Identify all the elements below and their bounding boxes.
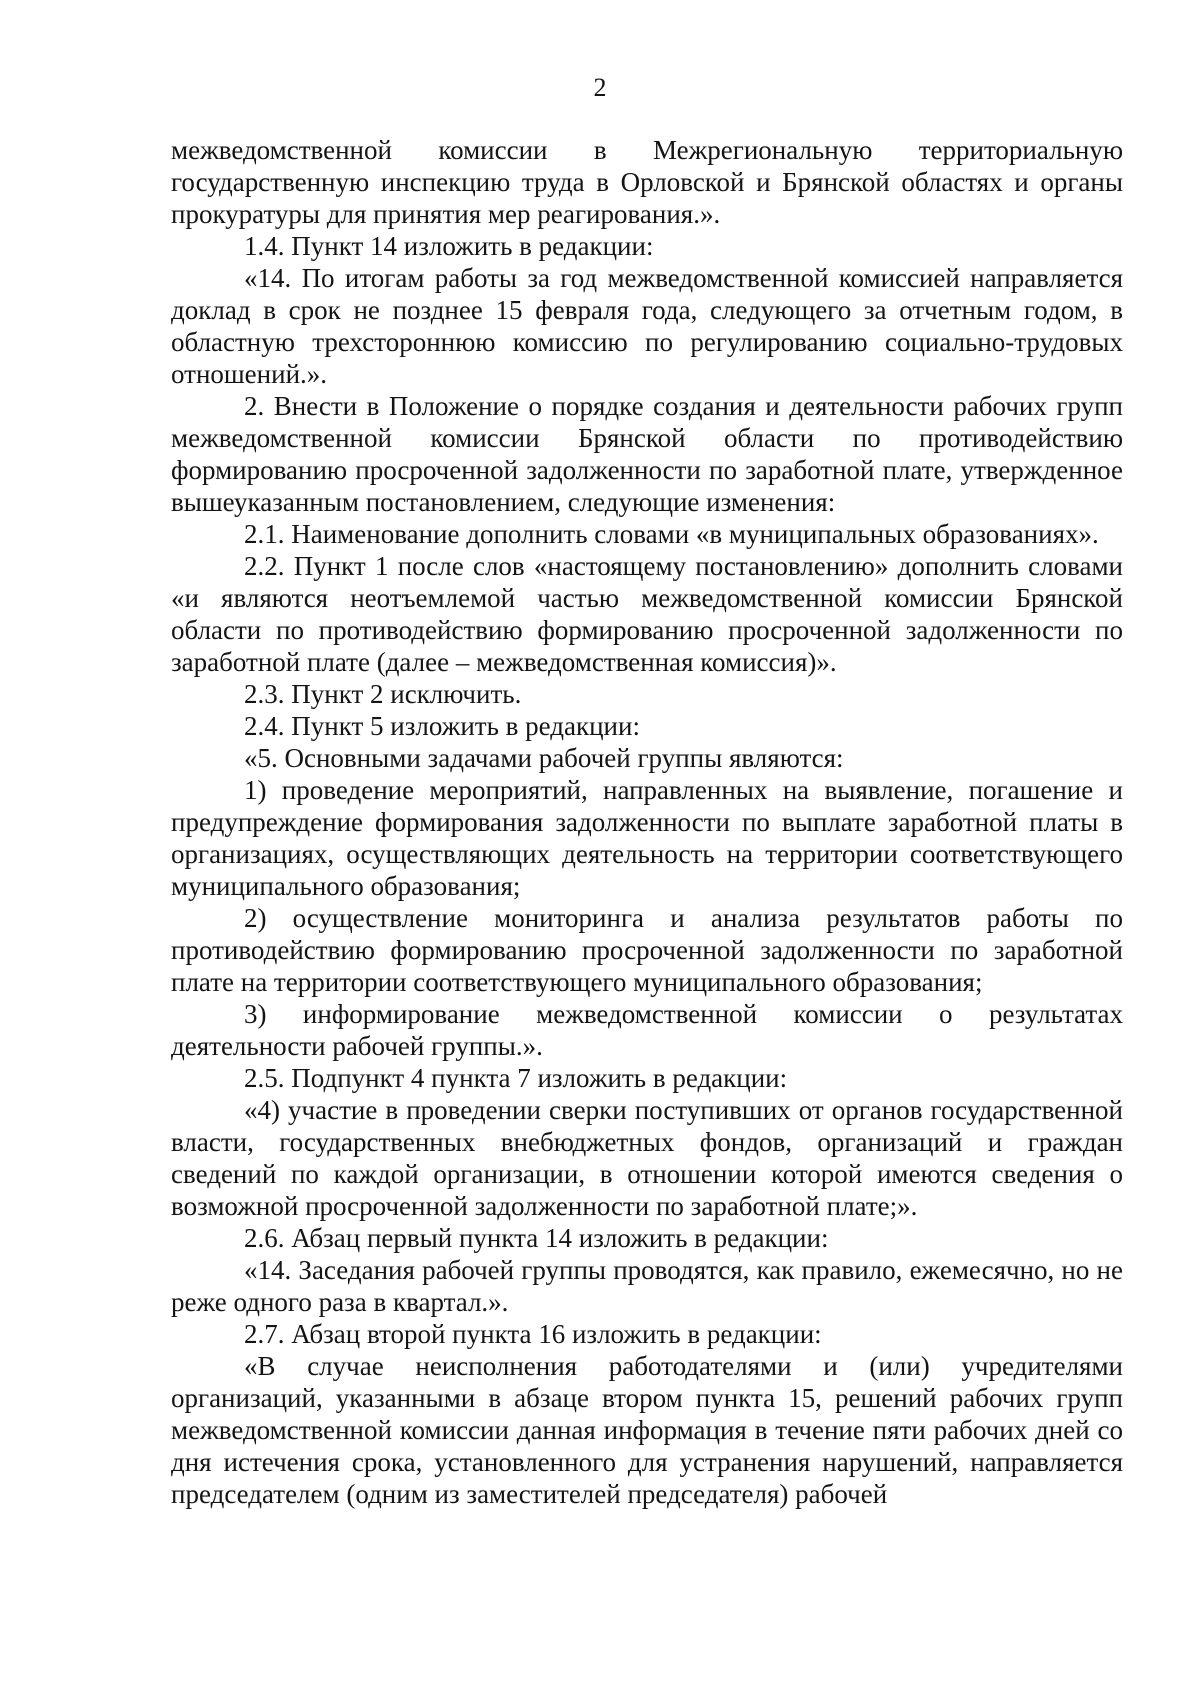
paragraph: 2.1. Наименование дополнить словами «в муниципальных образованиях».	[244, 519, 1099, 549]
paragraph: «14. По итогам работы за год межведомственной комиссией направляется доклад в срок не позднее 15 февраля года, следующего за отчетным годом, в областную трехстороннюю комиссию по регулированию социально-трудовых отношений.».	[171, 263, 1123, 389]
paragraph: 2.7. Абзац второй пункта 16 изложить в редакции:	[244, 1319, 822, 1349]
paragraph: «В случае неисполнения работодателями и (или) учредителями организаций, указанными в абзаце втором пункта 15, решений рабочих групп межведомственной комиссии данная информация в течение пяти рабочих дней со дня истечения срока, установленного для устранения нарушений, направляется председателем (одним из заместителей председателя) рабочей	[171, 1351, 1123, 1509]
paragraph: 2.4. Пункт 5 изложить в редакции:	[244, 711, 640, 741]
paragraph: «4) участие в проведении сверки поступивших от органов государственной власти, государственных внебюджетных фондов, организаций и граждан сведений по каждой организации, в отношении которой имеются сведения о возможной просроченной задолженности по заработной плате;».	[171, 1095, 1123, 1221]
paragraph: 1.4. Пункт 14 изложить в редакции:	[244, 231, 654, 261]
paragraph: 2.3. Пункт 2 исключить.	[244, 679, 522, 709]
paragraph: «5. Основными задачами рабочей группы являются:	[244, 743, 844, 773]
paragraph: межведомственной комиссии в Межрегиональную территориальную государственную инспекцию труда в Орловской и Брянской областях и органы прокуратуры для принятия мер реагирования.».	[171, 135, 1123, 229]
page-number: 2	[593, 73, 607, 102]
paragraph: 2.5. Подпункт 4 пункта 7 изложить в редакции:	[244, 1063, 788, 1093]
paragraph: 2. Внести в Положение о порядке создания и деятельности рабочих групп межведомственной комиссии Брянской области по противодействию формированию просроченной задолженности по заработной плате, утвержденное вышеуказанным постановлением, следующие изменения:	[171, 391, 1123, 517]
document-body	[171, 134, 1123, 1510]
paragraph: 3) информирование межведомственной комиссии о результатах деятельности рабочей группы.».	[171, 999, 1123, 1061]
paragraph: 2.2. Пункт 1 после слов «настоящему постановлению» дополнить словами «и являются неотъемлемой частью межведомственной комиссии Брянской области по противодействию формированию просроченной задолженности по заработной плате (далее – межведомственная комиссия)».	[171, 551, 1123, 677]
paragraph: 2.6. Абзац первый пункта 14 изложить в редакции:	[244, 1223, 829, 1253]
paragraph: 2) осуществление мониторинга и анализа результатов работы по противодействию формированию просроченной задолженности по заработной плате на территории соответствующего муниципального образования;	[171, 903, 1123, 997]
paragraph: 1) проведение мероприятий, направленных на выявление, погашение и предупреждение формирования задолженности по выплате заработной платы в организациях, осуществляющих деятельность на территории соответствующего муниципального образования;	[171, 775, 1123, 901]
paragraph: «14. Заседания рабочей группы проводятся, как правило, ежемесячно, но не реже одного раза в квартал.».	[171, 1255, 1123, 1317]
